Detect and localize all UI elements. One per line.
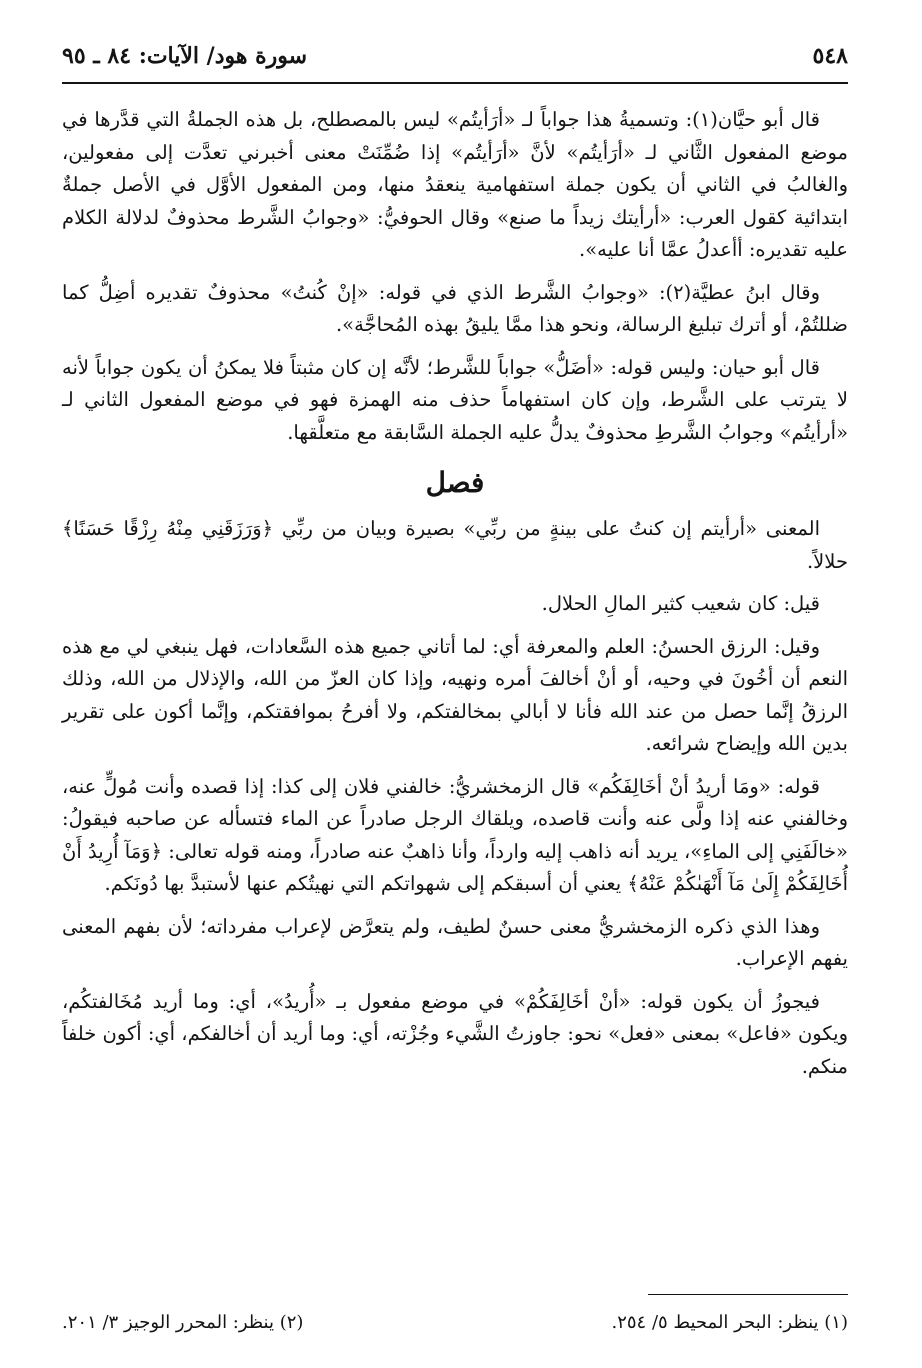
- paragraph-zamakhshari: قوله: «ومَا أريدُ أنْ أخَالِفَكُم» قال الزمخشريُّ: خالفني فلان إلى كذا: إذا قصده وأنت مُولٍّ عنه، وخالفني عنه إذا ولَّى عنه وأنت قاصده، ويلقاك الرجل صادراً عن الماء فتسأله عن صاحبه فيقولُ: «خالَفَنِي إلى الماءِ»، يريد أنه ذاهب إليه وارداً، وأنا ذاهبٌ عنه صادراً، ومنه قوله تعالى: ﴿وَمَآ أُرِيدُ أَنْ أُخَالِفَكُمْ إِلَىٰ مَآ أَنْهَىٰكُمْ عَنْهُ﴾ يعني أن أسبقكم إلى شهواتكم التي نهيتُكم عنها لأستبدَّ بها دُونَكم.: [62, 774, 848, 895]
- paragraph-meaning: المعنى «أرأيتم إن كنتُ على بينةٍ من ربِّي» بصيرة وبيان من ربِّي ﴿وَرَزَقَنِي مِنْهُ رِزْقًا حَسَنًا﴾ حلالاً.: [62, 517, 848, 573]
- paragraph-ibn-atiyya: وقال ابنُ عطيَّة(٢): «وجوابُ الشَّرط الذي في قوله: «إنْ كُنتُ» محذوفٌ تقديره أضِلُّ كما ضللتُمْ، أو أترك تبليغ الرسالة، ونحو هذا ممَّا يليقُ بهذه المُحاجَّة».: [62, 280, 848, 336]
- footnote-2: (٢) ينظر: المحرر الوجيز ٣/ ٢٠١.: [62, 1312, 304, 1333]
- book-page: [62, 38, 848, 1338]
- paragraph-good-provision: وقيل: الرزق الحسنُ: العلم والمعرفة أي: لما أتاني جميع هذه السَّعادات، فهل ينبغي لي مع هذه النعم أن أخُونَ في وحيه، أو أنْ أخالفَ أمره ونهيه، وإذا كان العزّ من الله، والإذلال من الله، وذلك الرزقُ إنَّما حصل من عند الله فأنا لا أبالي بمخالفتكم، ولا أفرحُ بموافقتكم، وإنَّما أكون على تقرير بدين الله وإيضاح شرائعه.: [62, 634, 848, 755]
- paragraph-grammar: فيجوزُ أن يكون قوله: «أنْ أخَالِفَكُمْ» في موضع مفعول بـ «أُريدُ»، أي: وما أريد مُخَالفتكُم، ويكون «فاعل» بمعنى «فعل» نحو: جاوزتُ الشَّيء وجُزْته، أي: وما أريد أن أخالفكم، أي: أكون خلفاً منكم.: [62, 989, 848, 1078]
- paragraph-abu-hayyan: قال أبو حيَّان(١): وتسميةُ هذا جواباً لـ «أرَأيتُم» ليس بالمصطلح، بل هذه الجملةُ التي قدَّرها في موضع المفعول الثَّاني لـ «أرَأيتُم» لأنَّ «أرَأيتُم» إذا ضُمِّنَتْ معنى أخبرني تعدَّت إلى مفعولين، والغالبُ في الثاني أن يكون جملة استفهامية ينعقدُ منها، ومن المفعول الأوَّل في الأصل جملةٌ ابتدائية كقول العرب: «أرأيتك زيداً ما صنع» وقال الحوفيُّ: «وجوابُ الشَّرط محذوفٌ لدلالة الكلام عليه تقديره: أأعدلُ عمَّا أنا عليه».: [62, 108, 848, 261]
- section-title: فصل: [425, 466, 485, 499]
- header-divider: [62, 82, 848, 84]
- footnote-divider: [648, 1294, 848, 1295]
- footnote-1: (١) ينظر: البحر المحيط ٥/ ٢٥٤.: [611, 1312, 848, 1333]
- page-body: [62, 104, 848, 1093]
- running-title: سورة هود/ الآيات: ٨٤ ـ ٩٥: [62, 43, 308, 69]
- footnotes: [62, 1310, 848, 1336]
- paragraph-shuayb: قيل: كان شعيب كثير المالِ الحلال.: [541, 592, 820, 615]
- paragraph-abu-hayyan-reply: قال أبو حيان: وليس قوله: «أضَلُّ» جواباً للشَّرط؛ لأنَّه إن كان مثبتاً فلا يمكنُ أن يكون جواباً لأنه لا يترتب على الشَّرط، وإن كان استفهاماً حذف منه الهمزة فهو في موضع المفعول الثاني لـ «أرأيتُم» وجوابُ الشَّرطِ محذوفٌ يدلُّ عليه الجملة السَّابقة مع متعلَّقها.: [62, 355, 848, 444]
- paragraph-commentary: وهذا الذي ذكره الزمخشريُّ معنى حسنٌ لطيف، ولم يتعرَّض لإعراب مفرداته؛ لأن بفهم المعنى يفهم الإعراب.: [62, 914, 848, 970]
- page-number: ٥٤٨: [812, 43, 848, 69]
- page-header: [62, 38, 848, 74]
